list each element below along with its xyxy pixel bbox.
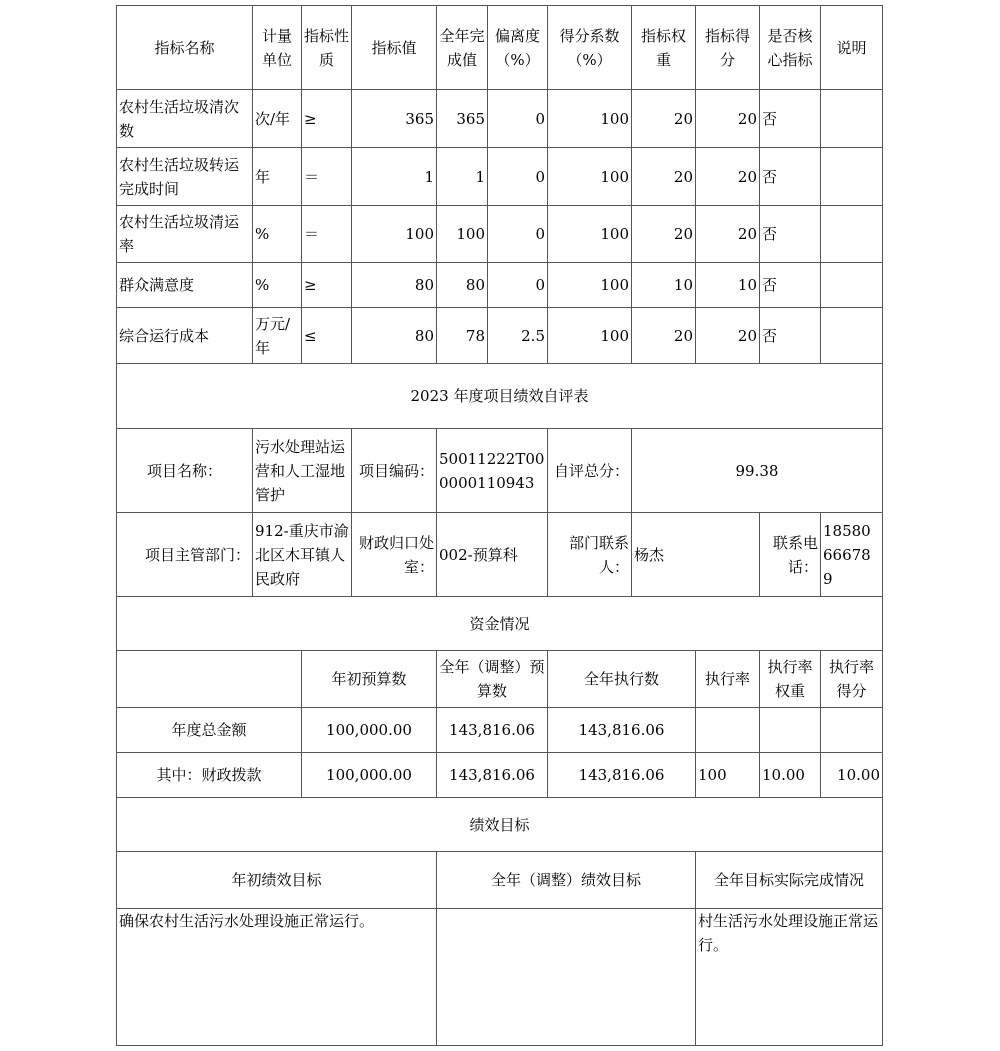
funds-initial: 100,000.00 — [302, 708, 437, 753]
header-unit: 计量单位 — [253, 6, 302, 90]
header-note: 说明 — [821, 6, 883, 90]
indicator-deviation: 0 — [488, 148, 548, 206]
indicator-deviation: 0 — [488, 206, 548, 263]
funds-header-rate-score: 执行率得分 — [821, 651, 883, 708]
indicator-name: 农村生活垃圾清次数 — [117, 90, 253, 148]
indicator-weight: 20 — [632, 148, 696, 206]
indicator-target: 365 — [352, 90, 437, 148]
indicator-unit: 年 — [253, 148, 302, 206]
header-actual: 全年完成值 — [437, 6, 488, 90]
indicator-actual: 100 — [437, 206, 488, 263]
contact-value: 杨杰 — [632, 513, 760, 597]
project-info-row — [117, 429, 883, 513]
funds-row-label: 年度总金额 — [117, 708, 302, 753]
contact-label: 部门联系人： — [548, 513, 632, 597]
indicator-row — [117, 90, 883, 148]
phone-value: 18580666789 — [821, 513, 883, 597]
funds-rate — [696, 708, 760, 753]
funds-rate-weight: 10.00 — [760, 753, 821, 798]
phone-label: 联系电话： — [760, 513, 821, 597]
eval-title-row — [117, 364, 883, 429]
header-score: 指标得分 — [696, 6, 760, 90]
header-coef: 得分系数（%） — [548, 6, 632, 90]
indicator-weight: 20 — [632, 90, 696, 148]
funds-rate: 100 — [696, 753, 760, 798]
indicator-nature: ＝ — [302, 148, 352, 206]
indicator-nature: ≤ — [302, 308, 352, 364]
indicator-row — [117, 263, 883, 308]
project-name-label: 项目名称： — [117, 429, 253, 513]
funds-header-initial: 年初预算数 — [302, 651, 437, 708]
indicator-target: 80 — [352, 263, 437, 308]
funds-row — [117, 753, 883, 798]
header-weight: 指标权重 — [632, 6, 696, 90]
indicator-header-row — [117, 6, 883, 90]
indicator-coef: 100 — [548, 206, 632, 263]
goals-header-row — [117, 852, 883, 909]
indicator-score: 20 — [696, 206, 760, 263]
dept-value: 912-重庆市渝北区木耳镇人民政府 — [253, 513, 352, 597]
indicator-note — [821, 308, 883, 364]
funds-header-adjusted: 全年（调整）预算数 — [437, 651, 548, 708]
indicator-core: 否 — [760, 90, 821, 148]
funds-adjusted: 143,816.06 — [437, 708, 548, 753]
funds-title: 资金情况 — [117, 597, 883, 651]
indicator-nature: ＝ — [302, 206, 352, 263]
indicator-deviation: 0 — [488, 90, 548, 148]
indicator-row — [117, 206, 883, 263]
funds-header-executed: 全年执行数 — [548, 651, 696, 708]
goals-adjusted-text — [437, 909, 696, 1046]
indicator-name: 农村生活垃圾清运率 — [117, 206, 253, 263]
indicator-unit: % — [253, 206, 302, 263]
indicator-deviation: 2.5 — [488, 308, 548, 364]
indicator-score: 10 — [696, 263, 760, 308]
indicator-unit: 次/年 — [253, 90, 302, 148]
funds-header-blank — [117, 651, 302, 708]
department-row — [117, 513, 883, 597]
header-core: 是否核心指标 — [760, 6, 821, 90]
eval-title: 2023 年度项目绩效自评表 — [117, 364, 883, 429]
goals-title-row — [117, 798, 883, 852]
total-score-label: 自评总分： — [548, 429, 632, 513]
indicator-score: 20 — [696, 308, 760, 364]
total-score-value: 99.38 — [632, 429, 883, 513]
finance-value: 002-预算科 — [437, 513, 548, 597]
indicator-core: 否 — [760, 148, 821, 206]
indicator-name: 群众满意度 — [117, 263, 253, 308]
funds-row-label: 其中：财政拨款 — [117, 753, 302, 798]
indicator-coef: 100 — [548, 263, 632, 308]
funds-executed: 143,816.06 — [548, 753, 696, 798]
funds-executed: 143,816.06 — [548, 708, 696, 753]
indicator-row — [117, 148, 883, 206]
indicator-unit: % — [253, 263, 302, 308]
funds-title-row — [117, 597, 883, 651]
performance-table — [116, 5, 883, 1046]
funds-rate-score: 10.00 — [821, 753, 883, 798]
project-name-value: 污水处理站运营和人工湿地管护 — [253, 429, 352, 513]
project-code-label: 项目编码： — [352, 429, 437, 513]
funds-rate-weight — [760, 708, 821, 753]
funds-header-rate-weight: 执行率权重 — [760, 651, 821, 708]
indicator-note — [821, 148, 883, 206]
indicator-actual: 365 — [437, 90, 488, 148]
indicator-weight: 10 — [632, 263, 696, 308]
indicator-target: 100 — [352, 206, 437, 263]
indicator-core: 否 — [760, 308, 821, 364]
project-code-value: 50011222T000000110943 — [437, 429, 548, 513]
indicator-coef: 100 — [548, 148, 632, 206]
funds-header-row — [117, 651, 883, 708]
indicator-actual: 1 — [437, 148, 488, 206]
funds-header-rate: 执行率 — [696, 651, 760, 708]
header-deviation: 偏离度（%） — [488, 6, 548, 90]
indicator-note — [821, 263, 883, 308]
goals-title: 绩效目标 — [117, 798, 883, 852]
indicator-nature: ≥ — [302, 263, 352, 308]
goals-content-row — [117, 909, 883, 1046]
indicator-note — [821, 90, 883, 148]
goals-header-actual: 全年目标实际完成情况 — [696, 852, 883, 909]
goals-header-initial: 年初绩效目标 — [117, 852, 437, 909]
indicator-row — [117, 308, 883, 364]
header-target: 指标值 — [352, 6, 437, 90]
indicator-core: 否 — [760, 206, 821, 263]
indicator-weight: 20 — [632, 308, 696, 364]
goals-actual-text: 村生活污水处理设施正常运行。 — [696, 909, 883, 1046]
funds-rate-score — [821, 708, 883, 753]
indicator-coef: 100 — [548, 90, 632, 148]
indicator-unit: 万元/年 — [253, 308, 302, 364]
header-nature: 指标性质 — [302, 6, 352, 90]
funds-adjusted: 143,816.06 — [437, 753, 548, 798]
header-indicator-name: 指标名称 — [117, 6, 253, 90]
indicator-score: 20 — [696, 148, 760, 206]
indicator-note — [821, 206, 883, 263]
funds-initial: 100,000.00 — [302, 753, 437, 798]
indicator-actual: 80 — [437, 263, 488, 308]
goals-initial-text: 确保农村生活污水处理设施正常运行。 — [117, 909, 437, 1046]
indicator-target: 80 — [352, 308, 437, 364]
indicator-actual: 78 — [437, 308, 488, 364]
indicator-name: 综合运行成本 — [117, 308, 253, 364]
indicator-nature: ≥ — [302, 90, 352, 148]
indicator-weight: 20 — [632, 206, 696, 263]
indicator-deviation: 0 — [488, 263, 548, 308]
indicator-coef: 100 — [548, 308, 632, 364]
funds-row — [117, 708, 883, 753]
indicator-score: 20 — [696, 90, 760, 148]
indicator-core: 否 — [760, 263, 821, 308]
indicator-name: 农村生活垃圾转运完成时间 — [117, 148, 253, 206]
indicator-target: 1 — [352, 148, 437, 206]
finance-label: 财政归口处室： — [352, 513, 437, 597]
dept-label: 项目主管部门： — [117, 513, 253, 597]
goals-header-adjusted: 全年（调整）绩效目标 — [437, 852, 696, 909]
